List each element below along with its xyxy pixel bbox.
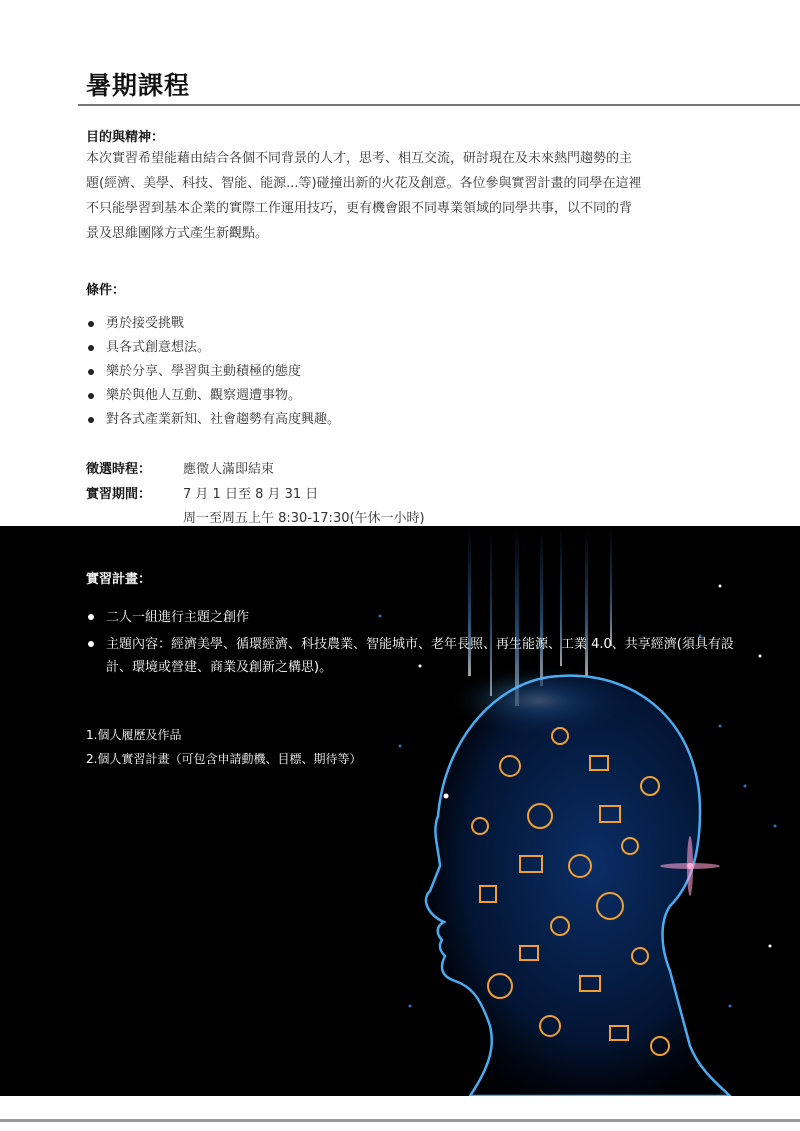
condition-text: 樂於分享、學習與主動積極的態度 [106, 364, 302, 379]
purpose-line: 題(經濟、美學、科技、智能、能源...等)碰撞出新的火花及創意。各位參與實習計畫的同學在這裡 [86, 176, 642, 191]
bullet-icon [88, 417, 94, 423]
footer-divider [0, 1119, 800, 1122]
purpose-line: 景及思維團隊方式產生新觀點。 [86, 226, 269, 241]
plan-list [86, 606, 736, 679]
recruit-value: 應徵人滿即結束 [183, 462, 275, 477]
plan-heading: 實習計畫： [86, 572, 152, 587]
head-silhouette [426, 676, 730, 1096]
conditions-heading: 條件： [86, 283, 126, 298]
purpose-paragraph [86, 146, 726, 246]
period-value: 7 月 1 日至 8 月 31 日 [183, 487, 319, 502]
condition-item [86, 384, 340, 408]
hours-value: 周一至周五上午 8:30-17:30(午休一小時) [183, 511, 425, 526]
bullet-icon [88, 321, 94, 327]
purpose-line: 本次實習希望能藉由結合各個不同背景的人才，思考、相互交流，研討現在及未來熱門趨勢的主 [86, 151, 633, 166]
plan-item [86, 606, 736, 629]
plan-item [86, 633, 736, 679]
period-label: 實習期間： [86, 487, 152, 502]
material-line: 2.個人實習計畫（可包含申請動機、目標、期待等） [86, 752, 362, 766]
material-line: 1.個人履歷及作品 [86, 728, 182, 742]
footer-area [0, 1096, 800, 1131]
condition-item [86, 336, 340, 360]
plan-text: 二人一組進行主題之創作 [106, 610, 250, 625]
bullet-icon [88, 614, 94, 620]
title-divider [78, 104, 800, 106]
bullet-icon [88, 641, 94, 647]
page-title: 暑期課程 [86, 71, 191, 100]
condition-text: 具各式創意想法。 [106, 340, 211, 355]
condition-text: 對各式產業新知、社會趨勢有高度興趣。 [106, 412, 341, 427]
conditions-list [86, 312, 340, 432]
bullet-icon [88, 393, 94, 399]
condition-item [86, 312, 340, 336]
purpose-line: 不只能學習到基本企業的實際工作運用技巧，更有機會跟不同專業領域的同學共事，以不同的背 [86, 201, 633, 216]
purpose-heading: 目的與精神： [86, 130, 165, 145]
bullet-icon [88, 345, 94, 351]
dark-banner [0, 526, 800, 1096]
condition-item [86, 360, 340, 384]
bullet-icon [88, 369, 94, 375]
recruit-label: 徵選時程： [86, 462, 152, 477]
condition-text: 樂於與他人互動、觀察週遭事物。 [106, 388, 302, 403]
plan-text: 主題內容：經濟美學、循環經濟、科技農業、智能城市、老年長照、再生能源、工業 4.0、共享經濟(須具有設計、環境或營建、商業及創新之構思)。 [106, 637, 734, 675]
condition-item [86, 408, 340, 432]
condition-text: 勇於接受挑戰 [106, 316, 185, 331]
